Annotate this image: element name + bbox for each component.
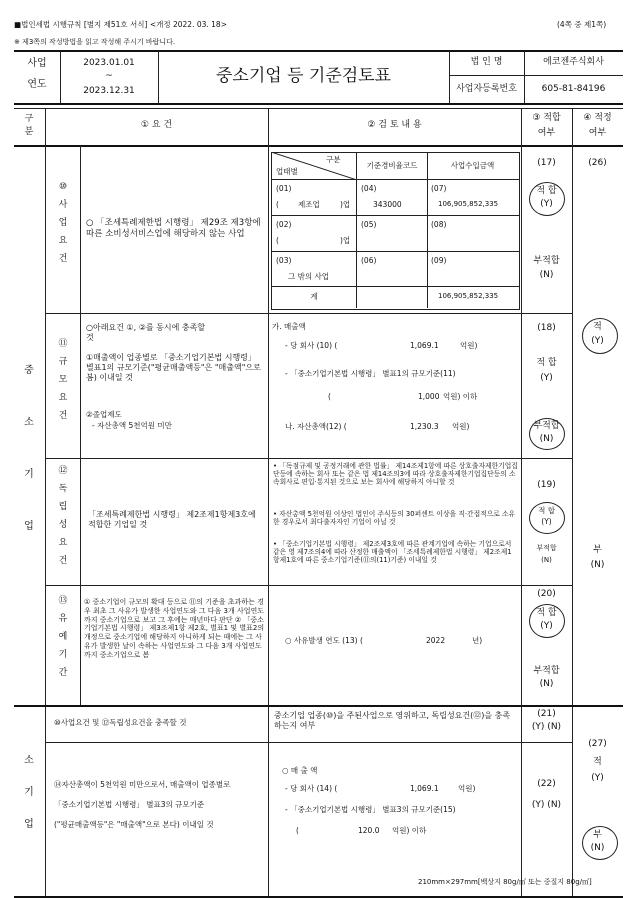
scale-review-a3-unit: 억원) 이하 [443,392,478,401]
col-review: ② 검 토 내 용 [367,120,422,130]
business-year-label-2: 연도 [27,79,47,90]
date-dash: ~ [105,71,113,81]
grace-review-unit: 년) [472,636,483,645]
scale-review-a1-unit: 억원) [460,341,478,350]
header-div: 구분 [326,155,341,164]
independence-requirement: 「조세특례제한법 시행령」 제2조제1항제3호에 적합한 기업일 것 [88,510,256,529]
total-label: 계 [310,292,318,301]
small-review-a3-val: 120.0 [358,826,380,835]
header-type: 업태별 [276,167,298,176]
independence-fit-no: (19) [537,480,556,490]
small-adequate-n: (N) [590,843,605,853]
scale-fit-no: (18) [537,323,556,333]
grace-unfit: 부적합 [533,666,560,676]
scale-req3: ②졸업제도 [86,410,122,419]
r1-code: 343000 [373,200,402,209]
small-review-a1-unit: 억원) [458,784,476,793]
small-row2-fit-no: (22) [537,779,556,789]
business-unfit-n: (N) [539,270,554,280]
small-review-a3-open: ( [296,826,299,835]
scale-unfit-n: (N) [539,434,554,444]
sme-adequate-y: (Y) [591,336,604,346]
business-fit-y: (Y) [540,199,553,209]
scale-fit-y: (Y) [540,373,553,383]
reg-no-label: 사업자등록번호 [456,84,517,94]
small-review-a1: - 당 회사 (14) ( [285,784,338,793]
r1-open: ( [276,200,279,209]
business-fit-no: (17) [537,158,556,168]
start-date: 2023.01.01 [83,58,135,68]
scale-review-b-unit: 억원) [452,422,470,431]
r1-type: 제조업 [298,200,320,209]
independence-fit: 적 합 [538,506,555,515]
small-row2-requirement3: ("평균매출액등"은 "매출액"으로 본다) 이내일 것 [54,820,214,829]
corp-name: 에코젠주식회사 [543,57,604,67]
grace-review-val: 2022 [426,636,446,645]
business-requirement: ○ 「조세특례제한법 시행령」 제29조 제3항에 따른 소비성서비스업에 해당하지 않는 사업 [86,218,261,239]
scale-review-a1-val: 1,069.1 [410,341,439,350]
independence-req-label: ⑫ 독립성요건 [58,466,68,566]
r2-no: (02) [276,220,292,229]
sme-adequate-n: (N) [590,560,605,570]
r3-type: 그 밖의 사업 [288,272,329,281]
r1-inc-no: (07) [431,184,447,193]
small-review-a: ○ 매 출 액 [282,766,318,775]
business-fit: 적 합 [536,186,557,196]
r3-no: (03) [276,256,292,265]
col-fit-1: ③ 적합 [532,113,561,123]
scale-req-label: ⑪ 규모요건 [58,339,68,421]
col-fit-2: 여부 [537,128,556,138]
info-divider [449,75,623,76]
r2-inc-no: (08) [431,220,447,229]
small-review-a2: - 「중소기업기본법 시행령」 별표3의 규모기준(15) [285,805,456,814]
scale-review-a2: - 「중소기업기본법 시행령」 별표1의 규모기준(11) [285,369,456,378]
scale-review-a1: - 당 회사 (10) ( [285,341,338,350]
regulation-header: ■법인세법 시행규칙 [별지 제51호 서식] <개정 2022. 03. 18> [14,20,227,29]
small-adequate-y: (Y) [591,773,604,783]
scale-fit: 적 합 [536,358,557,368]
independence-review3: • 「중소기업기본법 시행령」 제2조제3호에 따른 관계기업에 속하는 기업으로서 같은 영 제7조의4에 따라 산정한 매출액이 「조세특례제한법 시행령」 제2조제1항제1호에 따른 중소기업기준(⑪의(11)기준) 이내일 것 [273,540,512,565]
business-unfit: 부적합 [533,256,560,266]
small-row1-fit-yn: (Y) (N) [531,722,562,732]
r3-code-no: (06) [361,256,377,265]
grace-requirement: ① 중소기업이 규모의 확대 등으로 ⑪의 기준을 초과하는 경우 최초 그 사유가 발생한 사업연도와 그 다음 3개 사업연도까지 중소기업으로 보고 그 후에는 매년마다 판단 ② 「중소기업기본법 시행령」 제3조제1항 제2호, 별표1 및 별표2의 개정으로 중소기업에 해당하지 아니하게 되는 때에는 그 사유가 발생한 날이 속하는 사업연도와 그 다음 3개 사업연도까지 중소기업으로 봄 [84,598,265,659]
r2-code-no: (05) [361,220,377,229]
col-category: 구분 [24,114,34,137]
grace-unfit-n: (N) [539,679,554,689]
grace-fit-no: (20) [537,589,556,599]
r2-suffix: )업 [340,236,351,245]
paper-spec-footer: 210mm×297mm[백상지 80g/㎡ 또는 중질지 80g/㎡] [418,878,592,886]
grace-fit-y: (Y) [540,621,553,631]
form-title: 중소기업 등 기준검토표 [215,66,392,86]
r1-income: 106,905,852,335 [438,200,499,208]
small-review-a3-unit: 억원) 이하 [392,826,427,835]
small-adequate-unfit: 부 [593,830,602,840]
r1-no: (01) [276,184,292,193]
independence-unfit: 부적합 [536,544,557,552]
instruction-note: ※ 제3쪽의 작성방법을 읽고 작성해 주시기 바랍니다. [14,38,176,46]
r3-inc-no: (09) [431,256,447,265]
scale-review-a: 가. 매출액 [272,322,306,331]
sme-adequate-unfit: 부 [593,545,602,555]
small-row1-review: 중소기업 업종(⑩)을 주된사업으로 영위하고, 독립성요건(⑫)을 충족하는지 여부 [274,711,511,730]
scale-req4: - 자산총액 5천억원 미만 [92,421,172,430]
small-adequate-no: (27) [588,739,607,749]
scale-review-a3-open: ( [328,392,331,401]
sme-adequate-fit: 적 [593,322,602,332]
top-block-bottom [14,103,623,105]
scale-req1: ○아래요건 ①, ②를 동시에 충족할 것 [86,323,206,342]
grace-review: ○ 사유발생 연도 (13) ( [285,636,363,645]
scale-req2: ①매출액이 업종별로 「중소기업기본법 시행령」 별표1의 규모기준("평균매출액등"은 "매출액"으로봄) 이내일 것 [86,353,261,382]
top-border [14,50,623,52]
scale-review-a3-val: 1,000 [418,392,440,401]
sme-label: 중소기업 [24,365,34,532]
small-row1-fit-no: (21) [537,709,556,719]
grace-period-label: ⑬ 유예기간 [58,596,68,678]
sme-adequate-no: (26) [588,158,607,168]
independence-review2: • 자산총액 5천억원 이상인 법인이 주식등의 30퍼센트 이상을 직·간접적으로 소유한 경우로서 최다출자자인 기업이 아닐 것 [273,510,516,527]
small-row2-requirement1: ⑭자산총액이 5천억원 미만으로서, 매출액이 업종별로 [54,780,231,789]
business-year-label-1: 사업 [27,58,47,69]
header-income: 사업수입금액 [450,161,495,170]
r2-open: ( [276,236,279,245]
small-adequate-fit: 적 [593,757,602,767]
end-date: 2023.12.31 [83,86,135,96]
reg-no: 605-81-84196 [541,84,606,94]
small-row1-requirement: ⑩사업요건 및 ⑫독립성요건을 충족할 것 [54,718,187,727]
total-income: 106,905,852,335 [438,292,499,300]
col-requirement: ① 요 건 [140,120,173,130]
small-row2-requirement2: 「중소기업기본법 시행령」 별표3의 규모기준 [54,800,205,809]
business-req-label: ⑩ 사업요건 [58,182,68,264]
corp-name-label: 법 인 명 [470,57,503,67]
independence-unfit-n: (N) [541,556,552,564]
small-business-label: 소기업 [24,755,34,830]
scale-review-b-val: 1,230.3 [410,422,439,431]
grace-fit: 적 합 [536,608,557,618]
col-adequate-2: 여부 [588,128,607,138]
r1-code-no: (04) [361,184,377,193]
small-review-a1-val: 1,069.1 [410,784,439,793]
page-info: (4쪽 중 제1쪽) [557,20,607,29]
independence-fit-y: (Y) [541,517,552,526]
col-adequate-1: ④ 적정 [583,113,612,123]
scale-unfit: 부적합 [533,421,560,431]
scale-review-b: 나. 자산총액(12) ( [285,422,347,431]
header-code: 기준경비율코드 [366,161,418,170]
r1-suffix: )업 [340,200,351,209]
small-row2-fit-yn: (Y) (N) [531,800,562,810]
independence-review1: • 「독점규제 및 공정거래에 관한 법률」 제14조제1항에 따른 상호출자제한기업집단등에 속하는 회사 또는 같은 법 제14조의3에 따라 상호출자제한기업집단등의 소속회사로 편입·통지된 것으로 보는 회사에 해당하지 아니할 것 [273,462,518,487]
